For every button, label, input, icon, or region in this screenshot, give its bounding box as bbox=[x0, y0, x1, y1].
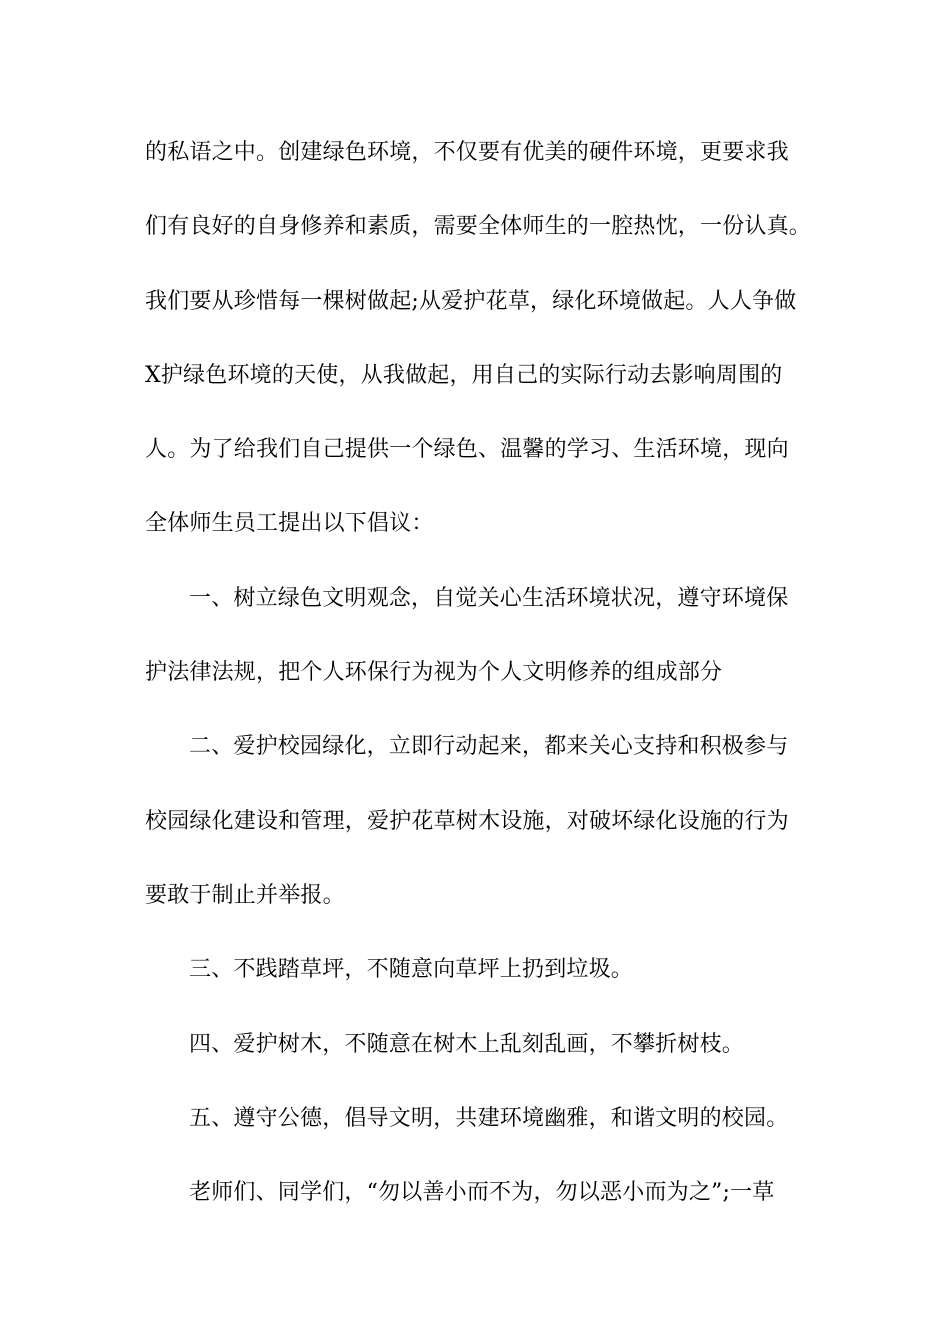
text-line: 一、树立绿色文明观念，自觉关心生活环境状况，遵守环境保 bbox=[189, 585, 789, 611]
text-line: 二、爱护校园绿化，立即行动起来，都来关心支持和积极参与 bbox=[189, 734, 789, 760]
text-line: 五、遵守公德，倡导文明，共建环境幽雅，和谐文明的校园。 bbox=[189, 1105, 789, 1131]
text-line: 人。为了给我们自己提供一个绿色、温馨的学习、生活环境，现向 bbox=[145, 437, 789, 463]
text-line: 们有良好的自身修养和素质，需要全体师生的一腔热忱，一份认真。 bbox=[145, 214, 812, 240]
text-line: 校园绿化建设和管理，爱护花草树木设施，对破坏绿化设施的行为 bbox=[145, 808, 789, 834]
text-line: 四、爱护树木，不随意在树木上乱刻乱画，不攀折树枝。 bbox=[189, 1031, 745, 1057]
text-line: X护绿色环境的天使，从我做起，用自己的实际行动去影响周围的 bbox=[145, 362, 783, 388]
text-line: 护法律法规，把个人环保行为视为个人文明修养的组成部分 bbox=[145, 660, 723, 686]
text-line: 三、不践踏草坪，不随意向草坪上扔到垃圾。 bbox=[189, 957, 634, 983]
text-line: 全体师生员工提出以下倡议： bbox=[145, 511, 434, 537]
text-line: 要敢于制止并举报。 bbox=[145, 882, 345, 908]
document-body bbox=[145, 133, 825, 1247]
text-line: 的私语之中。创建绿色环境，不仅要有优美的硬件环境，更要求我 bbox=[145, 140, 789, 165]
text-line: 我们要从珍惜每一棵树做起;从爱护花草，绿化环境做起。人人争做 bbox=[145, 288, 797, 314]
text-line: 老师们、同学们，“勿以善小而不为，勿以恶小而为之”;一草 bbox=[189, 1180, 775, 1206]
